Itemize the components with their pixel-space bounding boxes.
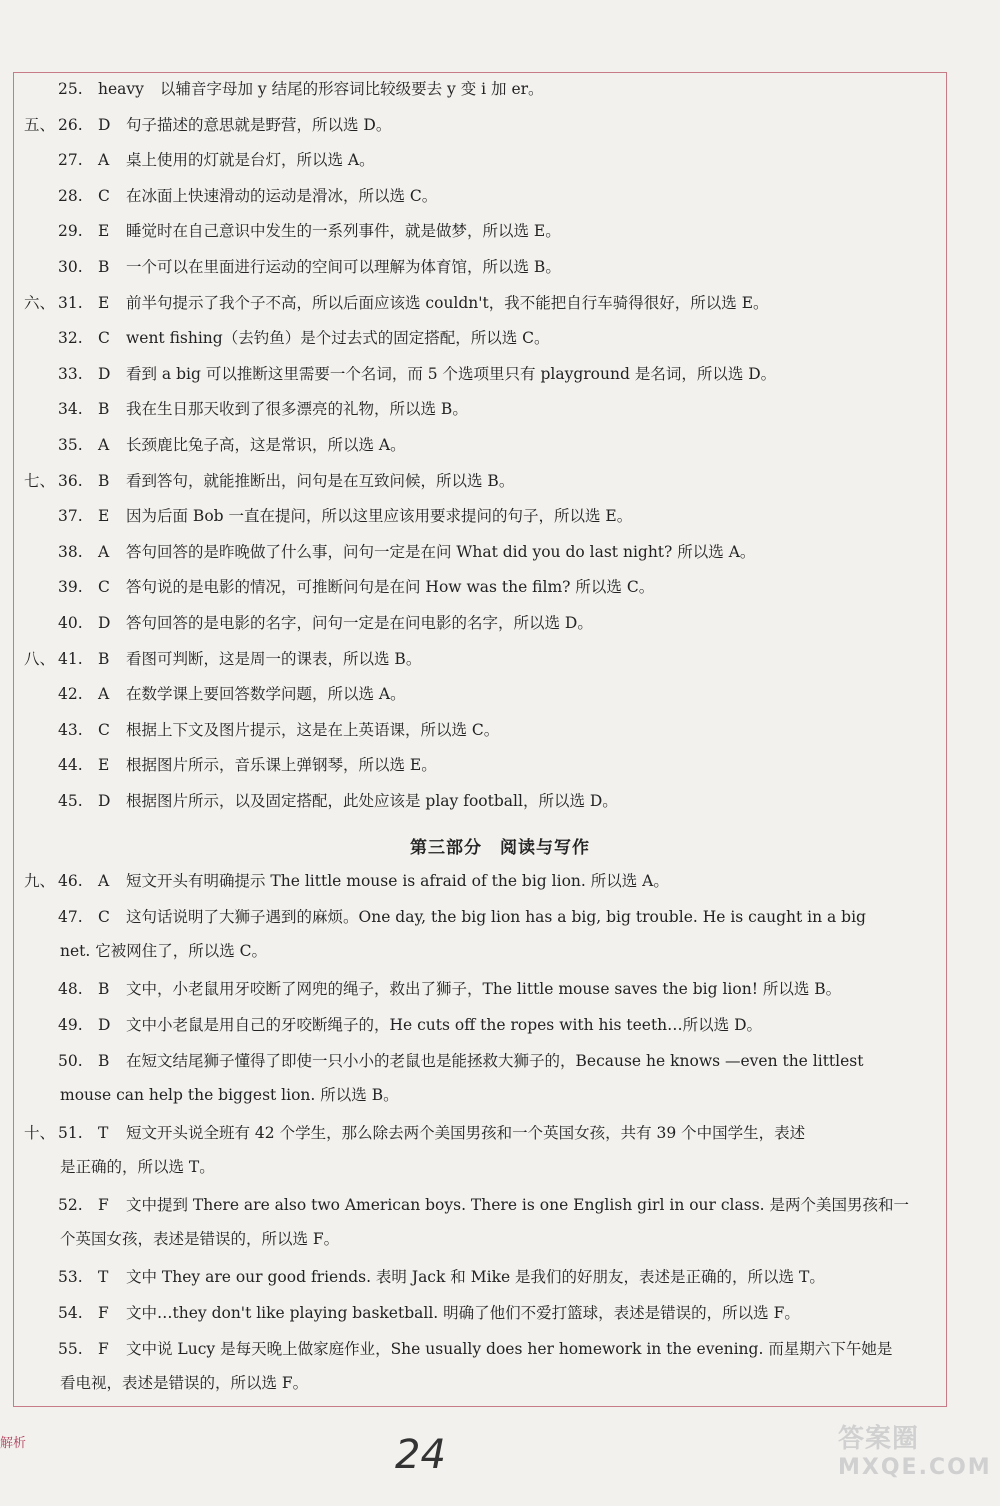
item-explanation: 答句回答的是电影的名字，问句一定是在问电影的名字，所以选 D。: [126, 614, 593, 632]
item-number: 36.: [58, 471, 83, 490]
item-number: 39.: [58, 578, 83, 597]
item-answer: E: [98, 507, 110, 526]
answer-item: [0, 78, 544, 100]
answer-item: [0, 1014, 762, 1036]
item-answer: C: [98, 720, 110, 739]
answer-item: [0, 648, 421, 670]
answer-item: [0, 1302, 800, 1324]
item-number: 28.: [58, 186, 83, 205]
item-number: 48.: [58, 980, 83, 998]
item-answer: T: [98, 1124, 109, 1142]
item-explanation-continued: net. 它被网住了，所以选 C。: [60, 942, 268, 960]
item-number: 27.: [58, 151, 83, 170]
answer-item: [0, 683, 406, 705]
item-answer: C: [98, 329, 110, 348]
item-explanation: 看图可判断，这是周一的课表，所以选 B。: [126, 649, 422, 668]
item-answer: F: [98, 1196, 109, 1214]
item-explanation: 前半句提示了我个子不高，所以后面应该选 couldn't，我不能把自行车骑得很好，所以选 E。: [126, 293, 769, 312]
item-number: 52.: [58, 1196, 83, 1214]
item-explanation: 在冰面上快速滑动的运动是滑冰，所以选 C。: [126, 186, 438, 205]
item-explanation: 答句说的是电影的情况，可推断问句是在问 How was the film? 所以选 C。: [126, 578, 655, 597]
section-label: 九、: [24, 872, 56, 890]
item-number: 32.: [58, 329, 83, 348]
item-explanation: 因为后面 Bob 一直在提问，所以这里应该用要求提问的句子，所以选 E。: [126, 507, 633, 526]
item-number: 38.: [58, 542, 83, 561]
answer-item: [0, 541, 755, 563]
item-answer: B: [98, 471, 110, 490]
item-explanation: 看到答句，就能推断出，问句是在互致问候，所以选 B。: [126, 471, 515, 490]
item-explanation-continued: 是正确的，所以选 T。: [60, 1158, 215, 1176]
item-answer: E: [98, 222, 110, 241]
answer-item: [0, 612, 593, 634]
answer-item: [0, 505, 632, 527]
answer-item: [0, 398, 468, 420]
answer-item: [0, 470, 514, 492]
item-answer: A: [98, 542, 110, 561]
item-number: 33.: [58, 364, 83, 383]
answer-item: [0, 185, 437, 207]
section-label: 七、: [24, 471, 56, 490]
item-number: 37.: [58, 507, 83, 526]
item-number: 53.: [58, 1268, 83, 1286]
answer-item: [0, 1122, 805, 1144]
item-number: 50.: [58, 1052, 83, 1070]
part-heading: 第三部分 阅读与写作: [410, 838, 590, 858]
answer-item: [0, 114, 391, 136]
item-answer: D: [98, 614, 111, 632]
item-explanation: 长颈鹿比兔子高，这是常识，所以选 A。: [126, 436, 406, 454]
item-answer: D: [98, 364, 111, 383]
item-explanation: 根据上下文及图片提示，这是在上英语课，所以选 C。: [126, 720, 500, 739]
item-explanation-continued: 个英国女孩，表述是错误的，所以选 F。: [60, 1230, 340, 1248]
item-explanation: 句子描述的意思就是野营，所以选 D。: [126, 115, 392, 134]
answer-item: [0, 790, 618, 812]
answer-item: [0, 906, 866, 928]
answer-item: [0, 576, 654, 598]
item-answer: B: [98, 980, 110, 998]
section-label: 十、: [24, 1124, 56, 1142]
page-number: 24: [395, 1432, 446, 1478]
item-answer: D: [98, 115, 111, 134]
item-answer: F: [98, 1340, 109, 1358]
item-number: 26.: [58, 115, 83, 134]
item-explanation: 在数学课上要回答数学问题，所以选 A。: [126, 685, 406, 704]
answer-item: [0, 1338, 892, 1360]
answer-item: [0, 719, 499, 741]
answer-item: [0, 1050, 863, 1072]
item-answer: B: [98, 258, 110, 276]
answer-item: [0, 363, 776, 385]
item-explanation: 睡觉时在自己意识中发生的一系列事件，就是做梦，所以选 E。: [126, 222, 561, 241]
item-answer: D: [98, 792, 111, 810]
item-answer: F: [98, 1304, 109, 1322]
item-answer: heavy: [98, 80, 144, 98]
item-explanation: 桌上使用的灯就是台灯，所以选 A。: [126, 151, 375, 170]
item-explanation: 文中…they don't like playing basketball. 明确了他们不爱打篮球，表述是错误的，所以选 F。: [126, 1304, 800, 1322]
item-explanation: 看到 a big 可以推断这里需要一个名词，而 5 个选项里只有 playground 是名词，所以选 D。: [126, 364, 777, 383]
item-explanation-continued: mouse can help the biggest lion. 所以选 B。: [60, 1086, 399, 1104]
item-explanation: went fishing（去钓鱼）是个过去式的固定搭配，所以选 C。: [126, 329, 550, 348]
section-label: 八、: [24, 649, 56, 668]
item-answer: B: [98, 400, 110, 419]
item-explanation: 文中小老鼠是用自己的牙咬断绳子的，He cuts off the ropes with his teeth…所以选 D。: [126, 1016, 763, 1034]
item-number: 49.: [58, 1016, 83, 1034]
item-answer: D: [98, 1016, 111, 1034]
answer-item: [0, 149, 375, 171]
item-number: 46.: [58, 872, 83, 890]
item-number: 42.: [58, 685, 83, 704]
item-answer: A: [98, 685, 110, 704]
item-number: 41.: [58, 649, 83, 668]
answer-item: [0, 1194, 909, 1216]
item-explanation: 文中 They are our good friends. 表明 Jack 和 Mike 是我们的好朋友，表述是正确的，所以选 T。: [126, 1268, 825, 1286]
item-number: 25.: [58, 80, 83, 98]
item-explanation: 我在生日那天收到了很多漂亮的礼物，所以选 B。: [126, 400, 468, 419]
item-explanation: 短文开头说全班有 42 个学生，那么除去两个美国男孩和一个英国女孩，共有 39 个中国学生，表述: [126, 1124, 806, 1142]
item-explanation: 文中，小老鼠用牙咬断了网兜的绳子，救出了狮子，The little mouse saves the big lion! 所以选 B。: [126, 980, 842, 998]
item-explanation: 根据图片所示，以及固定搭配，此处应该是 play football，所以选 D。: [126, 792, 618, 810]
answer-item: [0, 978, 841, 1000]
item-number: 51.: [58, 1124, 83, 1142]
answer-item: [0, 434, 406, 456]
item-answer: E: [98, 756, 110, 775]
item-number: 54.: [58, 1304, 83, 1322]
item-number: 35.: [58, 436, 83, 454]
item-explanation: 根据图片所示，音乐课上弹钢琴，所以选 E。: [126, 756, 437, 775]
item-explanation: 文中提到 There are also two American boys. There is one English girl in our class. 是两个美国男孩和一: [126, 1196, 910, 1214]
item-explanation: 答句回答的是昨晚做了什么事，问句一定是在问 What did you do last night? 所以选 A。: [126, 542, 756, 561]
item-answer: B: [98, 1052, 110, 1070]
item-explanation: 这句话说明了大狮子遇到的麻烦。One day, the big lion has a big, big trouble. He is caught in a big: [126, 908, 866, 926]
item-explanation: 以辅音字母加 y 结尾的形容词比较级要去 y 变 i 加 er。: [160, 80, 544, 98]
item-number: 30.: [58, 258, 83, 276]
item-number: 29.: [58, 222, 83, 241]
item-answer: C: [98, 578, 110, 597]
watermark-text-bottom: MXQE.COM: [838, 1455, 992, 1480]
answer-item: [0, 292, 769, 314]
item-answer: E: [98, 293, 110, 312]
item-explanation: 文中说 Lucy 是每天晚上做家庭作业，She usually does her homework in the evening. 而星期六下午她是: [126, 1340, 893, 1358]
answer-item: [0, 256, 561, 278]
item-answer: A: [98, 151, 110, 170]
item-answer: C: [98, 908, 110, 926]
item-number: 47.: [58, 908, 83, 926]
answer-item: [0, 220, 561, 242]
item-number: 34.: [58, 400, 83, 419]
answer-item: [0, 754, 437, 776]
item-number: 45.: [58, 792, 83, 810]
item-answer: T: [98, 1268, 109, 1286]
item-answer: A: [98, 872, 110, 890]
item-number: 40.: [58, 614, 83, 632]
item-number: 31.: [58, 293, 83, 312]
item-answer: A: [98, 436, 110, 454]
answer-item: [0, 1266, 825, 1288]
item-explanation: 一个可以在里面进行运动的空间可以理解为体育馆，所以选 B。: [126, 258, 561, 276]
answer-item: [0, 870, 669, 892]
item-answer: B: [98, 649, 110, 668]
side-tag: 解析: [0, 1436, 27, 1451]
item-number: 55.: [58, 1340, 83, 1358]
watermark-text-top: 答案圈: [838, 1424, 920, 1454]
watermark-logo: [838, 1418, 992, 1480]
item-explanation: 短文开头有明确提示 The little mouse is afraid of the big lion. 所以选 A。: [126, 872, 669, 890]
item-answer: C: [98, 186, 110, 205]
section-label: 六、: [24, 293, 56, 312]
section-label: 五、: [24, 115, 56, 134]
item-number: 43.: [58, 720, 83, 739]
item-explanation-continued: 看电视，表述是错误的，所以选 F。: [60, 1374, 309, 1392]
answer-item: [0, 327, 550, 349]
item-explanation: 在短文结尾狮子懂得了即使一只小小的老鼠也是能拯救大狮子的，Because he knows —even the littlest: [126, 1052, 864, 1070]
item-number: 44.: [58, 756, 83, 775]
